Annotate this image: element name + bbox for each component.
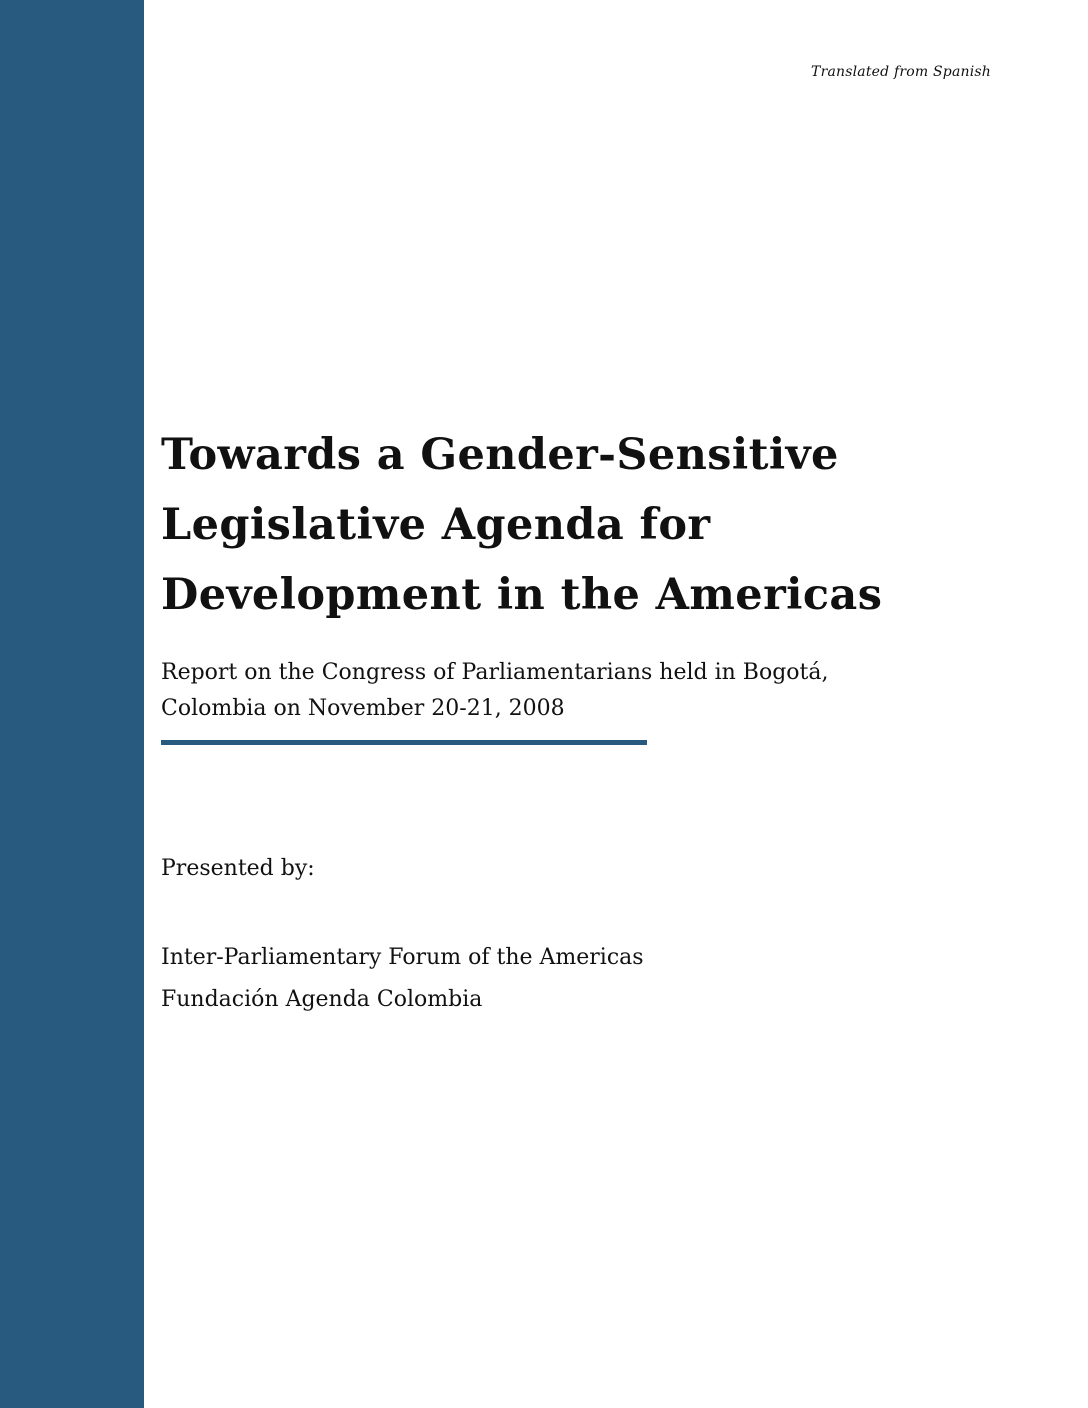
accent-divider	[161, 740, 647, 745]
presenter-organization: Inter-Parliamentary Forum of the Americas	[161, 945, 644, 970]
document-title	[161, 420, 1021, 630]
subtitle-line: Report on the Congress of Parliamentarians held in Bogotá,	[161, 660, 829, 685]
side-color-band	[0, 0, 144, 1408]
title-line: Legislative Agenda for	[161, 500, 711, 550]
translation-note: Translated from Spanish	[811, 64, 991, 80]
title-line: Development in the Americas	[161, 570, 883, 620]
presented-by-label: Presented by:	[161, 856, 315, 881]
document-subtitle	[161, 655, 1021, 727]
presenter-list	[161, 937, 644, 1021]
presenter-organization: Fundación Agenda Colombia	[161, 987, 483, 1012]
title-line: Towards a Gender-Sensitive	[161, 430, 839, 480]
subtitle-line: Colombia on November 20-21, 2008	[161, 696, 565, 721]
